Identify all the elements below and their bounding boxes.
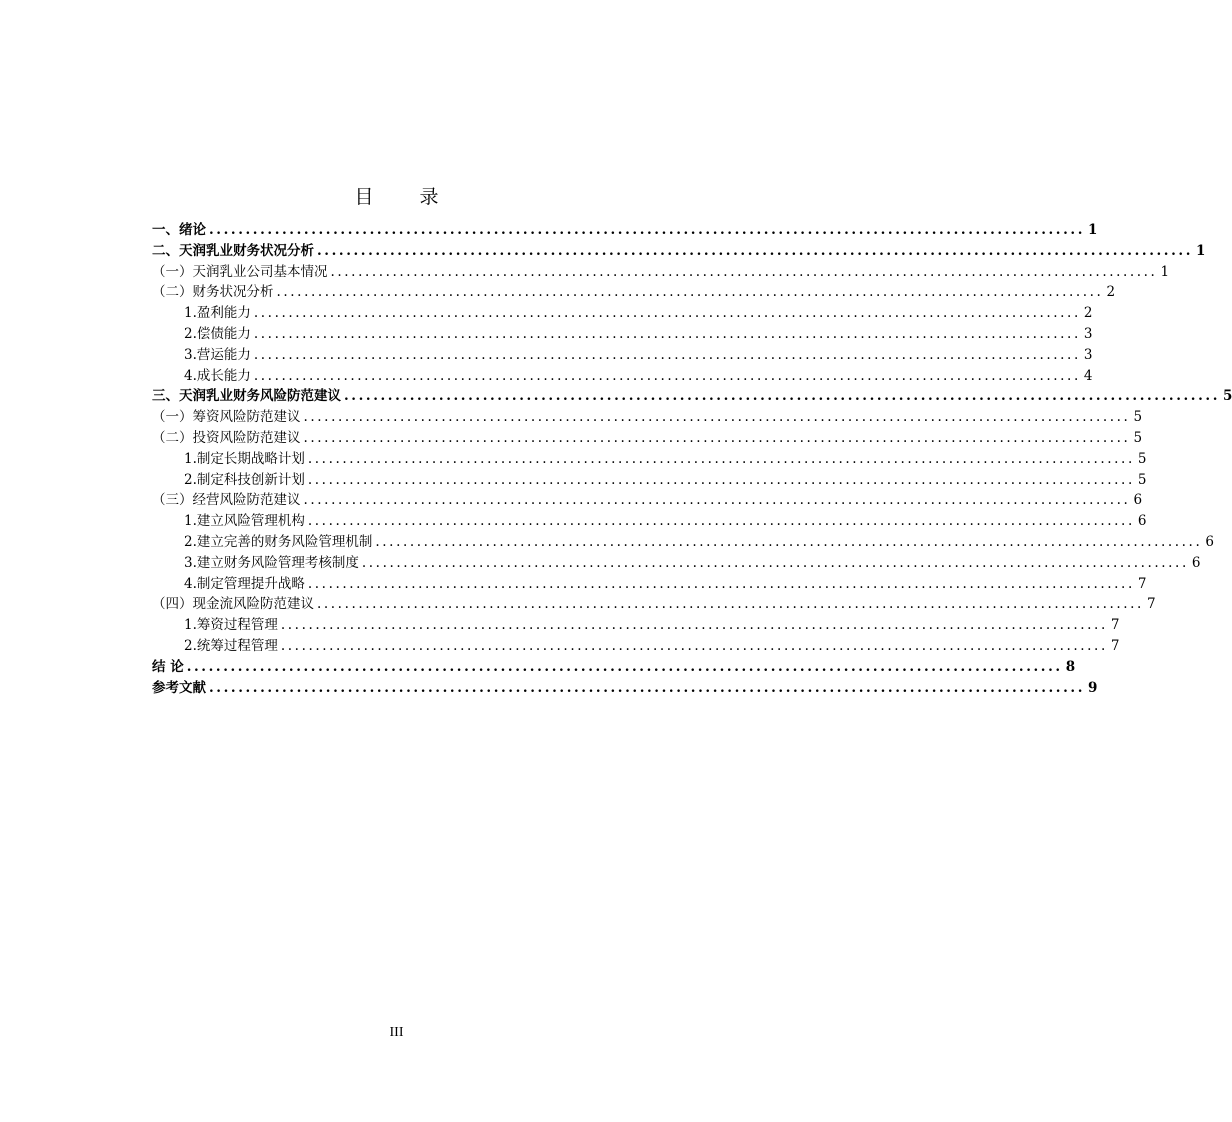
toc-dot-leader: ........................................................................................................................ <box>253 367 1081 384</box>
toc-entry-label: 二、天润乳业财务状况分析 <box>152 242 314 259</box>
toc-entry-page: 7 <box>1110 637 1120 654</box>
toc-entry-page: 5 <box>1137 471 1147 488</box>
toc-entry[interactable] <box>152 386 1232 407</box>
toc-entry[interactable] <box>152 657 1076 678</box>
toc-dot-leader: ........................................................................................................................ <box>307 450 1135 467</box>
toc-entry[interactable] <box>152 470 1147 491</box>
toc-entry-label: （一）天润乳业公司基本情况 <box>152 263 328 280</box>
toc-entry-page: 2 <box>1083 305 1093 322</box>
toc-entry-label: （二）财务状况分析 <box>152 284 274 301</box>
toc-entry-page: 1 <box>1088 222 1098 238</box>
toc-entry-page: 6 <box>1133 492 1143 509</box>
toc-dot-leader: ........................................................................................................................ <box>344 388 1220 405</box>
toc-dot-leader: ........................................................................................................................ <box>375 533 1203 550</box>
toc-entry-label: （三）经营风险防范建议 <box>152 492 301 509</box>
toc-dot-leader: ........................................................................................................................ <box>253 346 1081 363</box>
toc-entry[interactable] <box>152 511 1147 532</box>
toc-entry-label: （四）现金流风险防范建议 <box>152 596 314 613</box>
toc-dot-leader: ........................................................................................................................ <box>317 242 1193 259</box>
toc-entry-page: 5 <box>1137 450 1147 467</box>
toc-dot-leader: ........................................................................................................................ <box>276 284 1104 301</box>
page-title: 目 录 <box>354 186 459 208</box>
toc-entry-page: 1 <box>1160 263 1170 280</box>
toc-entry-page: 7 <box>1146 596 1156 613</box>
toc-entry-label: 三、天润乳业财务风险防范建议 <box>152 388 341 405</box>
page-number: III <box>389 1025 404 1040</box>
toc-entry[interactable] <box>152 553 1201 574</box>
toc-entry[interactable] <box>152 594 1156 615</box>
toc-dot-leader: ........................................................................................................................ <box>209 679 1085 696</box>
toc-entry-label: 结 论 <box>152 658 184 675</box>
table-of-contents <box>152 220 1232 698</box>
toc-entry[interactable] <box>152 532 1214 553</box>
toc-entry-label: （一）筹资风险防范建议 <box>152 409 301 426</box>
toc-dot-leader: ........................................................................................................................ <box>303 429 1131 446</box>
toc-entry-label: （二）投资风险防范建议 <box>152 429 301 446</box>
toc-entry-page: 5 <box>1223 388 1232 405</box>
toc-entry-page: 6 <box>1205 533 1214 550</box>
toc-entry[interactable] <box>152 490 1143 511</box>
toc-entry[interactable] <box>152 407 1143 428</box>
toc-dot-leader: ........................................................................................................................ <box>303 409 1131 426</box>
toc-entry-label: 4.制定管理提升战略 <box>184 575 305 592</box>
toc-entry-label: 2.制定科技创新计划 <box>184 471 305 488</box>
toc-entry-label: 一、绪论 <box>152 222 206 238</box>
toc-entry[interactable] <box>152 220 1098 241</box>
toc-dot-leader: ........................................................................................................................ <box>209 222 1085 238</box>
toc-entry-label: 4.成长能力 <box>184 367 251 384</box>
toc-entry-page: 9 <box>1088 679 1098 696</box>
toc-entry-page: 5 <box>1133 409 1143 426</box>
toc-dot-leader: ........................................................................................................................ <box>253 325 1081 342</box>
toc-entry-page: 3 <box>1083 325 1093 342</box>
toc-entry-label: 2.偿债能力 <box>184 325 251 342</box>
toc-dot-leader: ........................................................................................................................ <box>317 596 1144 613</box>
toc-entry-page: 7 <box>1110 617 1120 634</box>
toc-entry[interactable] <box>152 428 1143 449</box>
toc-entry-page: 2 <box>1106 284 1116 301</box>
toc-entry[interactable] <box>152 262 1170 283</box>
toc-entry-page: 4 <box>1083 367 1093 384</box>
toc-entry[interactable] <box>152 574 1147 595</box>
toc-entry-page: 3 <box>1083 346 1093 363</box>
toc-entry-page: 5 <box>1133 429 1143 446</box>
toc-dot-leader: ........................................................................................................................ <box>307 471 1135 488</box>
toc-dot-leader: ........................................................................................................................ <box>330 263 1158 280</box>
toc-entry[interactable] <box>152 366 1093 387</box>
toc-entry-label: 3.建立财务风险管理考核制度 <box>184 554 359 571</box>
toc-entry-page: 1 <box>1196 242 1206 259</box>
toc-entry[interactable] <box>152 282 1116 303</box>
toc-entry-label: 1.筹资过程管理 <box>184 617 278 634</box>
toc-dot-leader: ........................................................................................................................ <box>307 575 1135 592</box>
toc-entry[interactable] <box>152 345 1093 366</box>
toc-entry[interactable] <box>152 449 1147 470</box>
toc-entry[interactable] <box>152 615 1120 636</box>
toc-dot-leader: ........................................................................................................................ <box>361 554 1189 571</box>
toc-entry[interactable] <box>152 303 1093 324</box>
toc-entry[interactable] <box>152 636 1120 657</box>
toc-dot-leader: ........................................................................................................................ <box>280 617 1108 634</box>
toc-entry-page: 8 <box>1065 658 1076 675</box>
toc-entry-label: 3.营运能力 <box>184 346 251 363</box>
toc-entry-label: 2.建立完善的财务风险管理机制 <box>184 533 373 550</box>
toc-entry[interactable] <box>152 678 1098 699</box>
toc-dot-leader: ........................................................................................................................ <box>303 492 1131 509</box>
toc-entry-label: 参考文献 <box>152 679 206 696</box>
toc-entry-label: 1.建立风险管理机构 <box>184 513 305 530</box>
toc-dot-leader: ........................................................................................................................ <box>253 305 1081 322</box>
toc-entry[interactable] <box>152 241 1206 262</box>
toc-entry-page: 7 <box>1137 575 1147 592</box>
toc-entry-label: 2.统筹过程管理 <box>184 637 278 654</box>
toc-dot-leader: ........................................................................................................................ <box>186 658 1063 675</box>
toc-entry[interactable] <box>152 324 1093 345</box>
toc-dot-leader: ........................................................................................................................ <box>307 513 1135 530</box>
toc-entry-label: 1.盈利能力 <box>184 305 251 322</box>
toc-entry-page: 6 <box>1191 554 1201 571</box>
toc-dot-leader: ........................................................................................................................ <box>280 637 1108 654</box>
toc-entry-page: 6 <box>1137 513 1147 530</box>
toc-entry-label: 1.制定长期战略计划 <box>184 450 305 467</box>
